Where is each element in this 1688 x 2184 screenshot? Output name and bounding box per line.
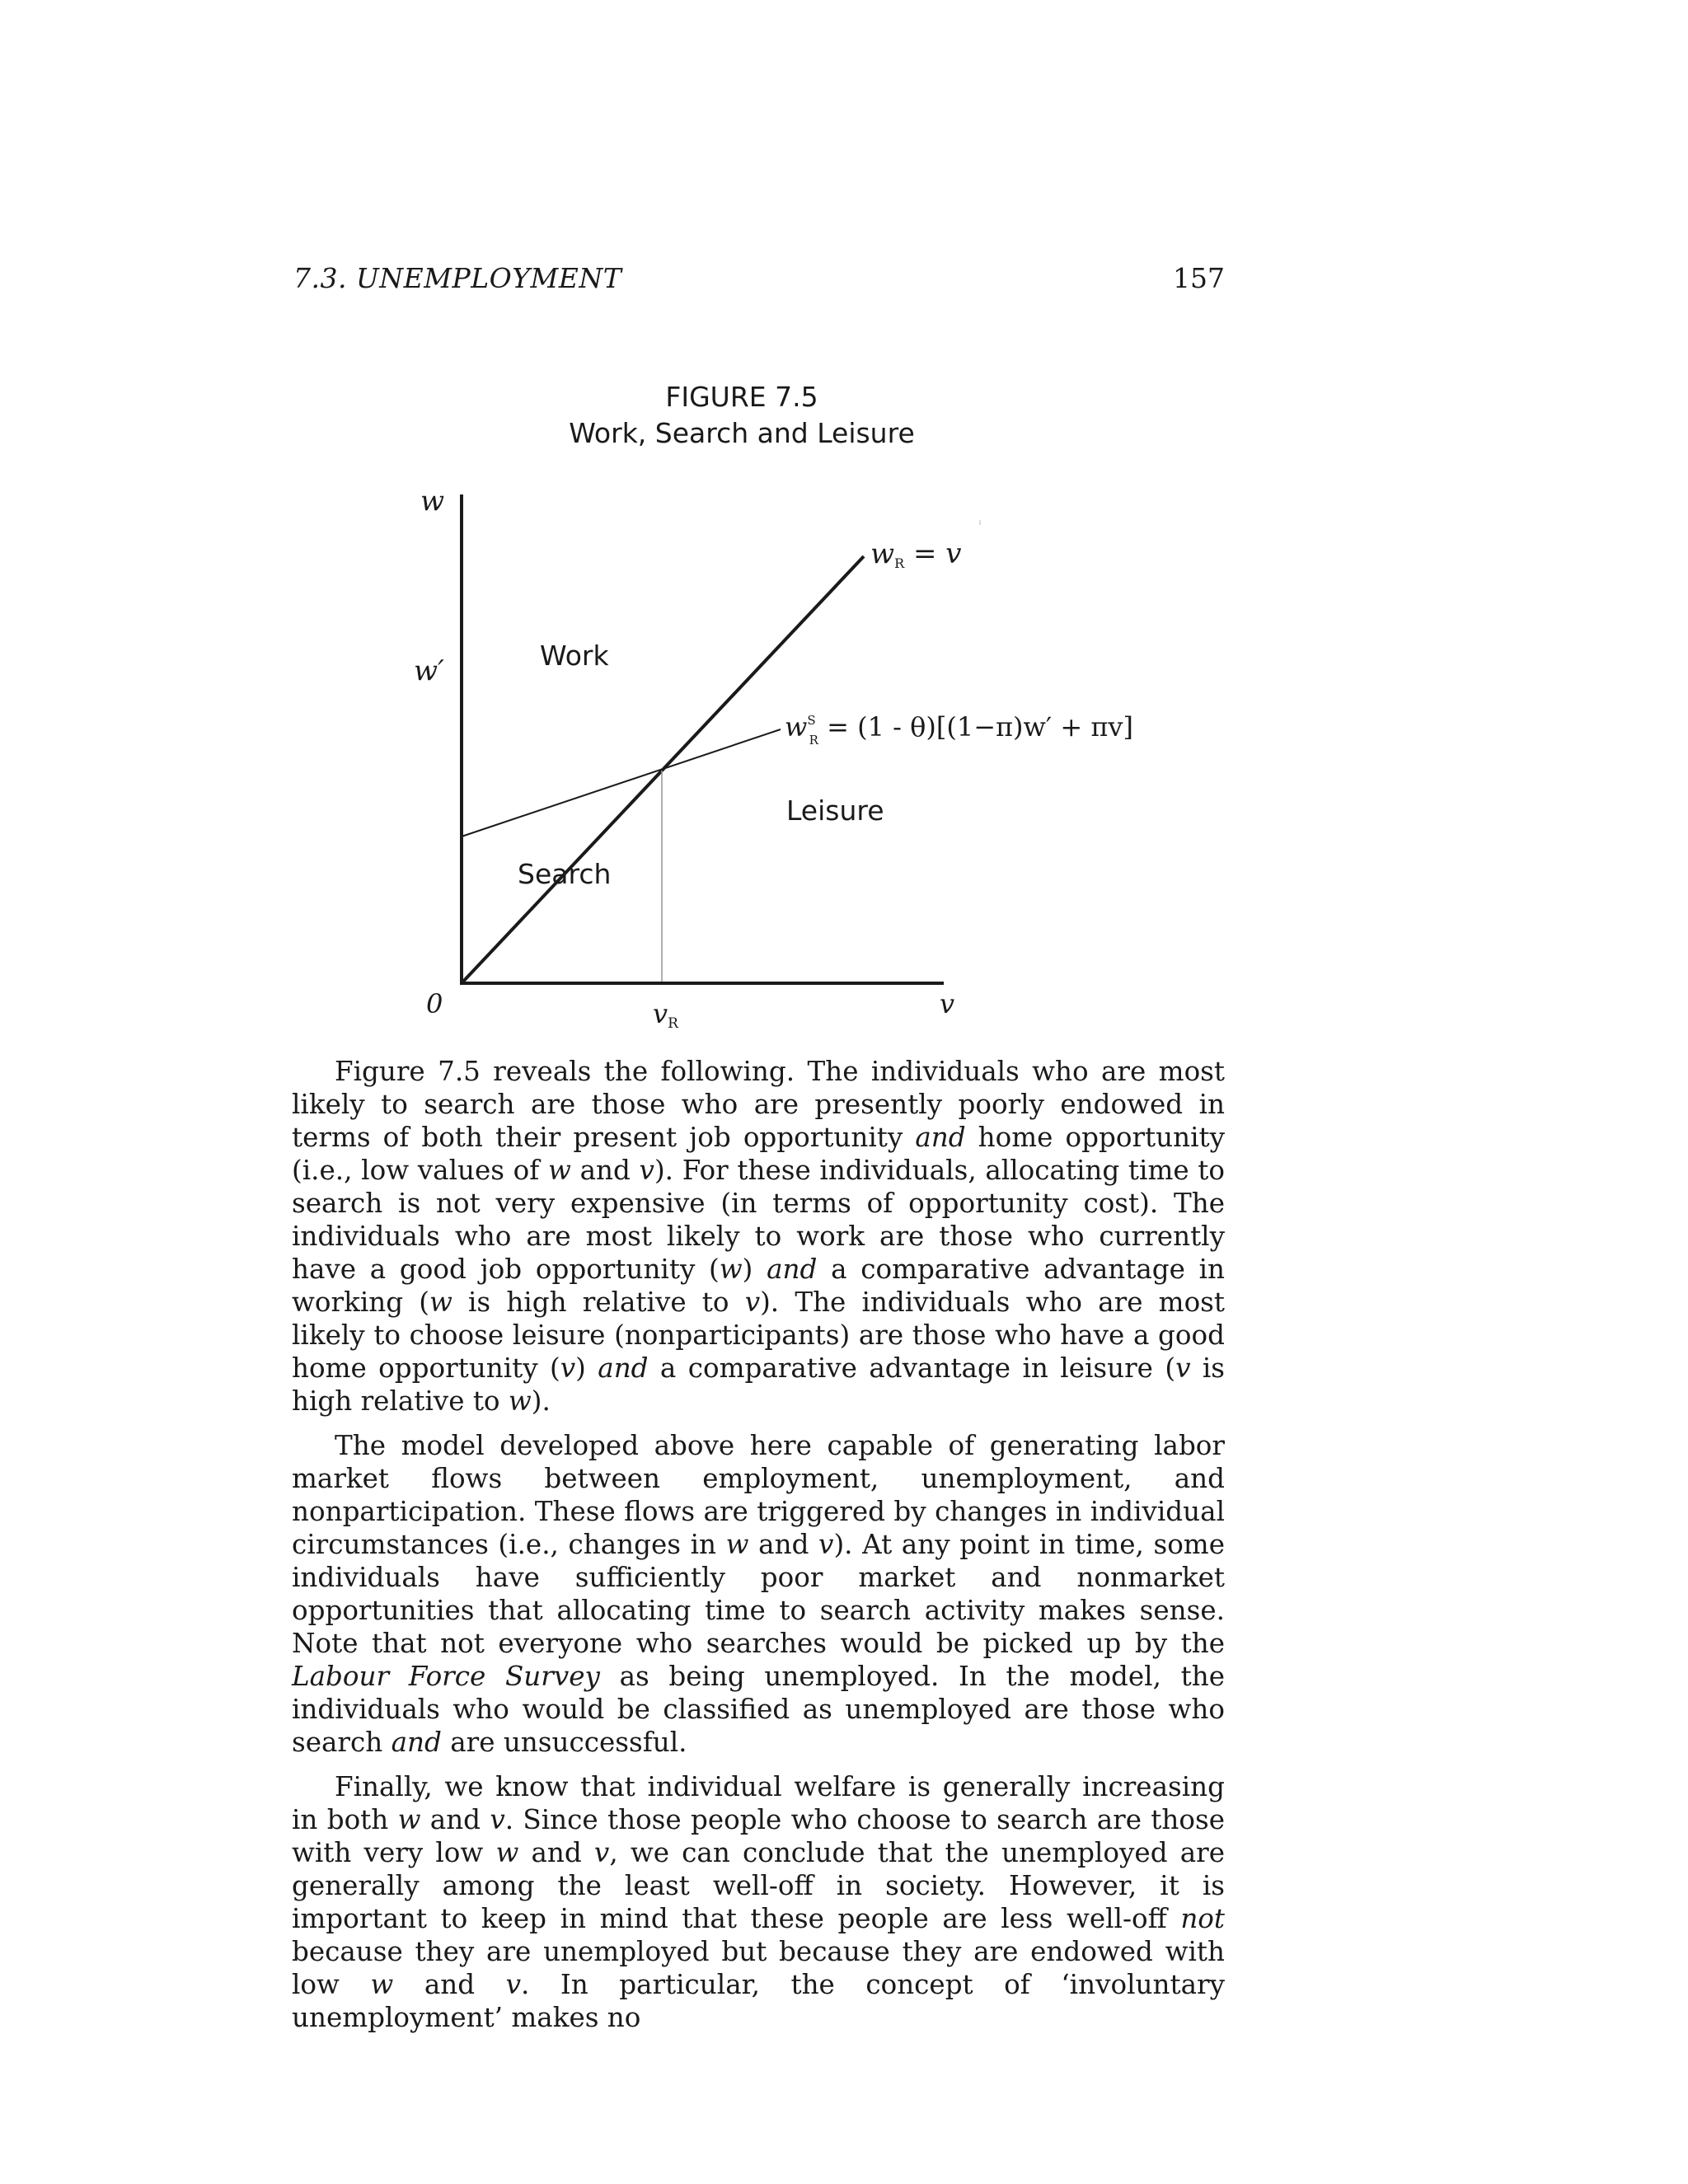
line2-subscript: R bbox=[809, 733, 818, 748]
italic-run: v bbox=[490, 1804, 505, 1835]
italic-run: w bbox=[719, 1254, 743, 1285]
line2-superscript: S bbox=[807, 713, 816, 728]
italic-run: w bbox=[548, 1155, 571, 1186]
text-run: , we can conclude that the unemployed are generally among the least well-off in society. However, it is important to keep in mind that these people are less well-off bbox=[292, 1837, 1225, 1934]
region-leisure-label: Leisure bbox=[786, 794, 884, 827]
x-tick-main: v bbox=[653, 998, 668, 1029]
line2-label bbox=[785, 711, 1133, 748]
text-run: ). bbox=[531, 1385, 551, 1417]
italic-run: not bbox=[1180, 1903, 1225, 1934]
text-run: as being unemployed. In the model, the individuals who would be classified as unemployed are those who search bbox=[292, 1661, 1225, 1758]
italic-run: v bbox=[505, 1969, 521, 2000]
region-search-label: Search bbox=[518, 858, 612, 890]
text-run: a comparative advantage in working ( bbox=[292, 1254, 1225, 1318]
section-title: 7.3. UNEMPLOYMENT bbox=[293, 262, 622, 294]
y-tick-label: w′ bbox=[414, 654, 444, 687]
paragraph bbox=[292, 1055, 1225, 1418]
paragraph bbox=[292, 1770, 1225, 2034]
text-run: ). At any point in time, some individuals have sufficiently poor market and nonmarket opportunities that allocating time to search activity makes sense. Note that not everyone who searches would be picked up by the bbox=[292, 1529, 1225, 1659]
origin-label: 0 bbox=[426, 988, 443, 1019]
text-run: home opportunity (i.e., low values of bbox=[292, 1122, 1225, 1186]
italic-run: Labour Force Survey bbox=[292, 1661, 600, 1692]
diagram-svg bbox=[396, 482, 1137, 1043]
text-run: is high relative to bbox=[292, 1352, 1225, 1417]
italic-run: v bbox=[560, 1352, 576, 1384]
text-run: a comparative advantage in leisure ( bbox=[648, 1352, 1176, 1384]
italic-run: v bbox=[818, 1529, 834, 1560]
x-axis-label: v bbox=[940, 988, 955, 1019]
line2-rest: = (1 - θ)[(1−π)w′ + πv] bbox=[818, 711, 1133, 743]
line1-rest: = v bbox=[904, 537, 962, 570]
italic-run: w bbox=[508, 1385, 532, 1417]
text-run: are unsuccessful. bbox=[441, 1727, 687, 1758]
text-run: ) bbox=[575, 1352, 598, 1384]
text-run: . In particular, the concept of ‘involuntary unemployment’ makes no bbox=[292, 1969, 1225, 2033]
line1-label bbox=[870, 537, 961, 571]
italic-run: and bbox=[767, 1254, 818, 1285]
italic-run: v bbox=[1175, 1352, 1191, 1384]
text-run: ) bbox=[742, 1254, 767, 1285]
page-number: 157 bbox=[1173, 262, 1225, 294]
line1-subscript: R bbox=[894, 555, 905, 571]
search-reservation-line bbox=[462, 729, 781, 837]
italic-run: v bbox=[639, 1155, 654, 1186]
figure-caption bbox=[478, 379, 1006, 452]
x-tick-subscript: R bbox=[668, 1015, 678, 1032]
italic-run: w bbox=[397, 1804, 421, 1835]
line2-main: w bbox=[785, 711, 808, 743]
text-run: Finally, we know that individual welfare is generally increasing in both bbox=[292, 1771, 1225, 1835]
x-tick-label bbox=[653, 998, 679, 1032]
paragraph bbox=[292, 1429, 1225, 1759]
italic-run: v bbox=[744, 1286, 761, 1318]
figure-diagram bbox=[396, 482, 1137, 1043]
text-run: Figure 7.5 reveals the following. The individuals who are most likely to search are those who are presently poorly endowed in terms of both their present job opportunity bbox=[292, 1056, 1225, 1153]
text-run: ). The individuals who are most likely to choose leisure (nonparticipants) are those who have a good home opportunity ( bbox=[292, 1286, 1225, 1384]
italic-run: and bbox=[598, 1352, 649, 1384]
y-axis-label: w bbox=[420, 485, 445, 518]
text-run: . Since those people who choose to search are those with very low bbox=[292, 1804, 1225, 1868]
text-run: and bbox=[393, 1969, 506, 2000]
text-run: because they are unemployed but because they are endowed with low bbox=[292, 1936, 1225, 2000]
italic-run: w bbox=[725, 1529, 749, 1560]
figure-title: Work, Search and Leisure bbox=[569, 417, 915, 449]
line1-main: w bbox=[870, 537, 895, 570]
text-run: ). For these individuals, allocating time to search is not very expensive (in terms of opportunity cost). The individuals who are most likely to work are those who currently have a good job opportunity ( bbox=[292, 1155, 1225, 1285]
figure-label: FIGURE 7.5 bbox=[665, 381, 818, 413]
italic-run: v bbox=[593, 1837, 610, 1868]
italic-run: and bbox=[391, 1727, 442, 1758]
text-run: and bbox=[570, 1155, 640, 1186]
text-run: is high relative to bbox=[452, 1286, 745, 1318]
text-run: The model developed above here capable of generating labor market flows between employment, unemployment, and nonparticipation. These flows are triggered by changes in individual circumstances (i.e., changes in bbox=[292, 1430, 1225, 1560]
italic-run: w bbox=[495, 1837, 519, 1868]
text-run: and bbox=[420, 1804, 490, 1835]
text-run: and bbox=[748, 1529, 819, 1560]
region-work-label: Work bbox=[540, 640, 609, 672]
italic-run: and bbox=[915, 1122, 966, 1153]
italic-run: w bbox=[370, 1969, 394, 2000]
italic-run: w bbox=[429, 1286, 452, 1318]
running-head bbox=[293, 262, 1225, 298]
text-run: and bbox=[518, 1837, 594, 1868]
body-text bbox=[292, 1055, 1225, 2046]
